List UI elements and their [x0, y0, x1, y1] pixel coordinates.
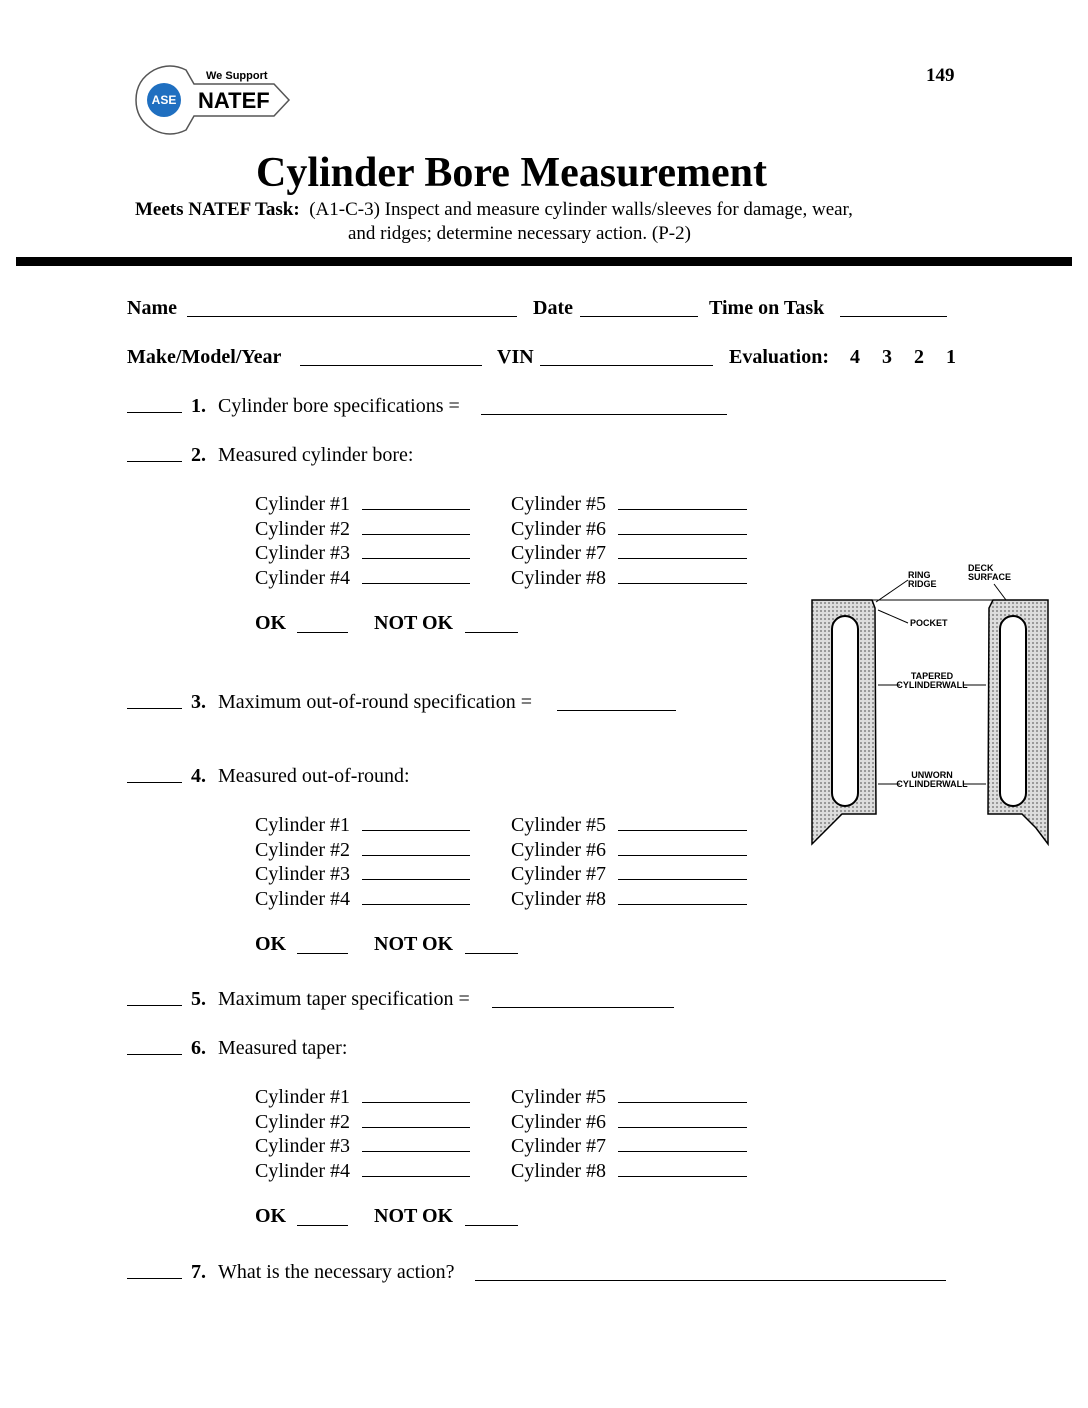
bore-ok-field[interactable]	[297, 632, 348, 633]
bore-cylinder-8-field[interactable]	[618, 583, 747, 584]
ring-ridge-label: RING	[908, 570, 931, 580]
out-of-round-cylinder-2-field[interactable]	[362, 855, 470, 856]
bore-cylinder-6-field[interactable]	[618, 534, 747, 535]
page-number: 149	[926, 65, 955, 86]
name-label: Name	[127, 297, 177, 319]
make-model-year-label: Make/Model/Year	[127, 346, 282, 368]
not-ok-label: NOT OK	[374, 933, 454, 955]
taper-cylinder-1-field[interactable]	[362, 1102, 470, 1103]
cylinder-label: Cylinder #8	[511, 566, 606, 589]
item-7-number: 7.	[191, 1261, 206, 1283]
taper-cylinder-2-field[interactable]	[362, 1127, 470, 1128]
bore-cylinder-7-field[interactable]	[618, 558, 747, 559]
bore-cylinder-1-field[interactable]	[362, 509, 470, 510]
out-of-round-cylinder-3-field[interactable]	[362, 879, 470, 880]
vin-field[interactable]	[540, 365, 713, 366]
cylinder-label: Cylinder #7	[511, 542, 606, 564]
item-5-answer-field[interactable]	[492, 1007, 674, 1008]
tapered-label: TAPERED	[910, 671, 954, 681]
cylinder-label: Cylinder #5	[511, 1086, 606, 1108]
unworn-label: UNWORN	[911, 770, 953, 780]
not-ok-label: NOT OK	[374, 1205, 454, 1227]
page-title: Cylinder Bore Measurement	[256, 150, 767, 196]
item-1-answer-field[interactable]	[481, 414, 727, 415]
item-5-text: Maximum taper specification =	[218, 988, 470, 1010]
task-label: Meets NATEF Task:	[135, 199, 300, 220]
taper-cylinder-3-field[interactable]	[362, 1151, 470, 1152]
cylinder-label: Cylinder #4	[255, 566, 350, 589]
cylinder-label: Cylinder #2	[255, 517, 350, 540]
logo-main-text: NATEF	[198, 88, 270, 113]
evaluation-label: Evaluation:	[729, 346, 830, 368]
item-3-text: Maximum out-of-round specification =	[218, 691, 532, 713]
task-text-2: and ridges; determine necessary action. (P-2)	[348, 223, 691, 244]
item-7-score-field[interactable]	[127, 1278, 182, 1279]
item-3-score-field[interactable]	[127, 708, 182, 709]
ok-label: OK	[255, 933, 287, 955]
make-model-year-field[interactable]	[300, 365, 482, 366]
unworn-label-2: CYLINDERWALL	[896, 779, 968, 789]
item-6-text: Measured taper:	[218, 1037, 348, 1059]
date-label: Date	[533, 297, 573, 319]
item-6-number: 6.	[191, 1037, 206, 1059]
taper-cylinder-4-field[interactable]	[362, 1176, 470, 1177]
logo-badge: ASE	[151, 93, 177, 107]
cylinder-label: Cylinder #6	[511, 838, 606, 861]
taper-cylinder-8-field[interactable]	[618, 1176, 747, 1177]
time-on-task-label: Time on Task	[709, 297, 825, 319]
bore-cylinder-4-field[interactable]	[362, 583, 470, 584]
item-2-number: 2.	[191, 444, 206, 466]
item-2-score-field[interactable]	[127, 461, 182, 462]
out-of-round-cylinder-4-field[interactable]	[362, 904, 470, 905]
pocket-label: POCKET	[910, 618, 948, 628]
item-4-score-field[interactable]	[127, 782, 182, 783]
cylinder-label: Cylinder #5	[511, 814, 606, 836]
taper-not-ok-field[interactable]	[465, 1225, 518, 1226]
cylinder-label: Cylinder #2	[255, 1110, 350, 1133]
time-on-task-field[interactable]	[840, 316, 947, 317]
item-4-number: 4.	[191, 765, 206, 787]
cylinder-label: Cylinder #6	[511, 1110, 606, 1133]
cylinder-label: Cylinder #3	[255, 863, 350, 885]
tapered-label-2: CYLINDERWALL	[896, 680, 968, 690]
score-4[interactable]: 4	[850, 346, 860, 368]
taper-ok-field[interactable]	[297, 1225, 348, 1226]
score-2[interactable]: 2	[914, 346, 924, 368]
cylinder-label: Cylinder #8	[511, 1159, 606, 1182]
deck-surface-label-2: SURFACE	[968, 572, 1012, 582]
cylinder-label: Cylinder #5	[511, 493, 606, 515]
deck-surface-label: DECK	[968, 563, 994, 573]
natef-logo	[134, 62, 294, 138]
bore-cylinder-2-field[interactable]	[362, 534, 470, 535]
out-of-round-cylinder-7-field[interactable]	[618, 879, 747, 880]
cylinder-label: Cylinder #4	[255, 887, 350, 910]
taper-cylinder-5-field[interactable]	[618, 1102, 747, 1103]
item-7-text: What is the necessary action?	[218, 1261, 455, 1283]
bore-not-ok-field[interactable]	[465, 632, 518, 633]
not-ok-label: NOT OK	[374, 612, 454, 634]
divider	[16, 257, 1072, 266]
cylinder-label: Cylinder #3	[255, 1135, 350, 1157]
item-6-score-field[interactable]	[127, 1054, 182, 1055]
cylinder-label: Cylinder #8	[511, 887, 606, 910]
cylinder-label: Cylinder #7	[511, 1135, 606, 1157]
logo-top-text: We Support	[206, 70, 268, 82]
ring-ridge-label-2: RIDGE	[908, 579, 937, 589]
task-text-1: (A1-C-3) Inspect and measure cylinder walls/sleeves for damage, wear,	[309, 199, 853, 220]
out-of-round-cylinder-5-field[interactable]	[618, 830, 747, 831]
date-field[interactable]	[580, 316, 698, 317]
bore-cylinder-3-field[interactable]	[362, 558, 470, 559]
name-field[interactable]	[187, 316, 517, 317]
out-of-round-cylinder-6-field[interactable]	[618, 855, 747, 856]
item-1-number: 1.	[191, 395, 206, 417]
cylinder-label: Cylinder #2	[255, 838, 350, 861]
cylinder-label: Cylinder #4	[255, 1159, 350, 1182]
item-3-number: 3.	[191, 691, 206, 713]
out-of-round-cylinder-8-field[interactable]	[618, 904, 747, 905]
item-1-score-field[interactable]	[127, 412, 182, 413]
score-1[interactable]: 1	[946, 346, 956, 368]
item-3-answer-field[interactable]	[557, 710, 676, 711]
cylinder-label: Cylinder #6	[511, 517, 606, 540]
out-of-round-not-ok-field[interactable]	[465, 953, 518, 954]
cylinder-label: Cylinder #3	[255, 542, 350, 564]
cylinder-label: Cylinder #7	[511, 863, 606, 885]
cylinder-label: Cylinder #1	[255, 1086, 350, 1108]
score-3[interactable]: 3	[882, 346, 892, 368]
vin-label: VIN	[497, 346, 534, 368]
item-2-text: Measured cylinder bore:	[218, 444, 414, 466]
bore-cylinder-5-field[interactable]	[618, 509, 747, 510]
taper-cylinder-7-field[interactable]	[618, 1151, 747, 1152]
task-line-1	[135, 198, 853, 222]
taper-cylinder-6-field[interactable]	[618, 1127, 747, 1128]
ok-label: OK	[255, 1205, 287, 1227]
item-1-text: Cylinder bore specifications =	[218, 395, 460, 417]
out-of-round-ok-field[interactable]	[297, 953, 348, 954]
item-5-number: 5.	[191, 988, 206, 1010]
cylinder-wall-diagram	[808, 558, 1053, 850]
ok-label: OK	[255, 612, 287, 634]
out-of-round-cylinder-1-field[interactable]	[362, 830, 470, 831]
item-4-text: Measured out-of-round:	[218, 765, 410, 787]
item-5-score-field[interactable]	[127, 1005, 182, 1006]
cylinder-label: Cylinder #1	[255, 493, 350, 515]
cylinder-label: Cylinder #1	[255, 814, 350, 836]
item-7-answer-field[interactable]	[475, 1280, 946, 1281]
